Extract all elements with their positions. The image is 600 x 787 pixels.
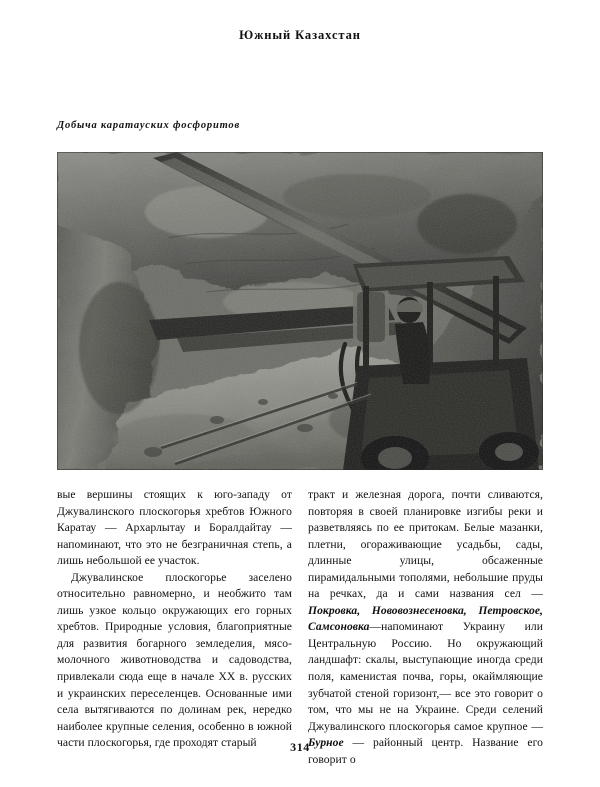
right-column-paragraph bbox=[308, 487, 543, 768]
left-column-paragraph bbox=[57, 487, 292, 570]
text-run: Джувалинское плоскогорье заселено относительно равномерно, и необжито там лишь узкое кольцо окружающих его горных хребтов. Природные условия, благоприятные для развития богарного земледелия, мясо-молочного животноводства и садоводства, привлекали сюда еще в начале XX в. русских и украинских переселенцев. Основанные ими села вытягиваются по долинам рек, нередко наиболее крупные селения, особенно в южной части плоскогорья, где проходят старый bbox=[57, 570, 292, 750]
text-run: тракт и железная дорога, почти сливаются, повторяя в своей планировке изгибы реки и разветвляясь по ее притокам. Белые мазанки, плетни, огораживающие усадьбы, сады, длинные улицы, обсаженные пирамидальными тополями, небольшие пруды на речках, да и сами названия сел — bbox=[308, 488, 543, 601]
place-name: Бурное bbox=[308, 736, 344, 750]
figure-caption: Добыча каратауских фосфоритов bbox=[57, 120, 240, 131]
figure-photograph bbox=[57, 152, 543, 470]
text-run: — районный центр. Название его говорит о bbox=[308, 736, 543, 766]
page-number: 314 bbox=[290, 740, 310, 754]
place-name: Покровка, Нововознесеновка, Петровское, Самсоновка bbox=[308, 603, 543, 634]
photograph-image bbox=[57, 152, 543, 470]
text-column-right bbox=[308, 487, 543, 766]
text-column-left bbox=[57, 487, 292, 750]
left-column-paragraph bbox=[57, 570, 292, 752]
text-run: —напоминают Украину или Центральную Россию. Но окружающий ландшафт: скалы, выступающие иногда среди поля, каменистая почва, горы, окаймляющие зубчатой стеной горизонт,— все это говорит о том, что мы не на Украине. Среди селений Джувалинского плоскогорья самое крупное — bbox=[308, 620, 543, 733]
text-run: вые вершины стоящих к юго-западу от Джувалинского плоскогорья хребтов Южного Каратау — Архарлытау и Боралдайтау — напоминают, что это не безграничная степь, а лишь небольшой ее участок. bbox=[57, 488, 292, 568]
running-head: Южный Казахстан bbox=[239, 28, 361, 42]
